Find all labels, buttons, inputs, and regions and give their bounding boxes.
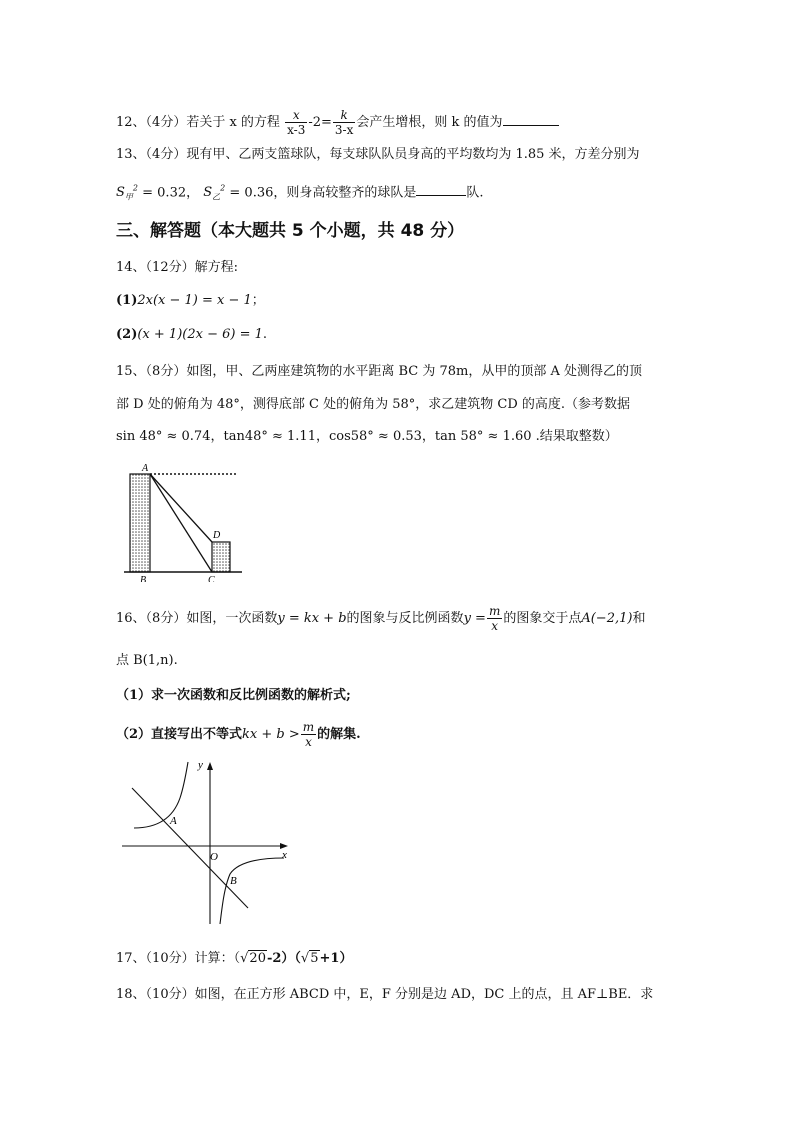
q14-part-1-end: ； <box>251 293 265 308</box>
q14-part-2-end: . <box>262 327 268 342</box>
q17-text: 计算： <box>194 951 234 966</box>
y-axis-arrow <box>207 762 213 770</box>
sight-line-ac <box>150 474 212 572</box>
q14-part-2-equation: (x + 1)(2x − 6) = 1 <box>137 327 263 342</box>
q16-number: 16、（8分） <box>116 611 187 626</box>
q13-s-jia: $S_甲^2$ <box>116 184 138 202</box>
q12-fraction-1: $\frac{x}{x-3}$ <box>287 108 306 137</box>
q13-s-yi-value: = 0.36 <box>229 185 274 201</box>
q14-part-1-label: (1) <box>116 293 138 308</box>
label-x: x <box>282 849 287 861</box>
question-13-line-2: $S_甲^2 = 0.32$， $S_乙^2 = 0.36$，则身高较整齐的球队是 队. <box>116 184 484 202</box>
q13-line-2: ，则身高较整齐的球队是 <box>273 185 417 201</box>
q17-expr-a: （ <box>233 951 241 966</box>
q14-part-2-label: (2) <box>116 327 138 342</box>
q18-text: 如图，在正方形 ABCD 中，E，F 分别是边 AD，DC 上的点，且 AF⊥BE．求 <box>194 987 654 1002</box>
label-y: y <box>198 759 203 771</box>
q13-line-1: 现有甲、乙两支篮球队，每支球队队员身高的平均数均为 1.85 米，方差分别为 <box>186 147 640 162</box>
q16-part-2-inequality: kx + b > <box>242 727 300 742</box>
q16-part-1: （1）求一次函数和反比例函数的解析式; <box>116 688 351 703</box>
q16-point-a: A(−2,1) <box>581 611 633 626</box>
section-3-heading: 三、解答题（本大题共 5 个小题，共 48 分） <box>116 221 465 241</box>
label-point-a: A <box>170 815 177 827</box>
label-d: D <box>213 530 221 541</box>
q17-sqrt-2: √5 <box>300 951 319 966</box>
question-14 <box>116 259 238 277</box>
q14-number: 14、（12分） <box>116 260 195 275</box>
q14-part-1 <box>116 292 265 310</box>
question-15-line-3: sin 48° ≈ 0.74，tan48° ≈ 1.11，cos58° ≈ 0.53，tan 58° ≈ 1.60 .结果取整数） <box>116 429 618 444</box>
hyperbola-lower-right <box>220 858 284 924</box>
q17-expr-c: +1） <box>319 951 353 966</box>
question-12 <box>116 108 559 137</box>
q16-inverse-fraction: $\frac{m}{x}$ <box>488 604 501 633</box>
q16-text-b: 的图象与反比例函数 <box>346 611 464 626</box>
q12-text-a: 若关于 x 的方程 <box>186 115 280 130</box>
label-a: A <box>142 463 149 474</box>
question-13-line-1 <box>116 146 640 164</box>
q13-number: 13、（4分） <box>116 147 187 162</box>
q13-line-2-tail: 队. <box>466 185 484 201</box>
q12-number: 12、（4分） <box>116 115 187 130</box>
question-15-line-2: 部 D 处的俯角为 48°，测得底部 C 处的俯角为 58°，求乙建筑物 CD 的高度.（参考数据 <box>116 397 631 412</box>
q12-text-b: 会产生增根，则 k 的值为 <box>356 115 503 130</box>
label-origin: O <box>210 851 218 863</box>
q14-part-1-equation: 2x(x − 1) = x − 1 <box>137 293 252 308</box>
q13-answer-blank[interactable] <box>416 183 466 196</box>
q16-part-2-fraction: $\frac{m}{x}$ <box>302 720 315 749</box>
q16-part-2 <box>116 720 361 749</box>
q17-number: 17、（10分） <box>116 951 195 966</box>
q15-line-1: 如图，甲、乙两座建筑物的水平距离 BC 为 78m，从甲的顶部 A 处测得乙的顶 <box>186 364 642 379</box>
q16-function-graph <box>118 758 298 928</box>
q13-s-jia-value: = 0.32 <box>142 185 187 201</box>
linear-function-line <box>132 788 248 908</box>
question-16-line-1 <box>116 604 645 633</box>
q16-text-d: 和 <box>632 611 646 626</box>
q12-fraction-2: $\frac{k}{3-x}$ <box>334 108 354 137</box>
q17-sqrt-1: √20 <box>240 951 266 966</box>
q14-text: 解方程: <box>194 260 238 275</box>
q13-s-yi: $S_乙^2$ <box>203 184 226 202</box>
q15-building-figure <box>120 462 250 582</box>
question-15-line-1 <box>116 363 642 381</box>
q16-inverse-lhs: y = <box>463 611 486 626</box>
q14-part-2 <box>116 326 267 344</box>
label-point-b: B <box>230 875 237 887</box>
q16-linear-function: y = kx + b <box>277 611 347 626</box>
building-yi <box>212 542 230 572</box>
q18-number: 18、（10分） <box>116 987 195 1002</box>
question-18 <box>116 986 653 1004</box>
q16-text-a: 如图，一次函数 <box>186 611 278 626</box>
q15-number: 15、（8分） <box>116 364 187 379</box>
q16-part-2-text-b: 的解集. <box>317 727 361 742</box>
q16-text-c: 的图象交于点 <box>503 611 582 626</box>
q17-expr-b: -2）（ <box>266 951 301 966</box>
label-b: B <box>140 575 147 582</box>
question-16-line-2: 点 B(1,n). <box>116 653 178 668</box>
label-c: C <box>208 575 215 582</box>
building-jia <box>130 474 150 572</box>
question-17 <box>116 950 352 968</box>
q12-answer-blank[interactable] <box>503 113 559 126</box>
q12-mid: -2= <box>308 115 332 130</box>
sight-line-ad <box>150 474 212 542</box>
q16-part-2-text-a: （2）直接写出不等式 <box>116 727 243 742</box>
